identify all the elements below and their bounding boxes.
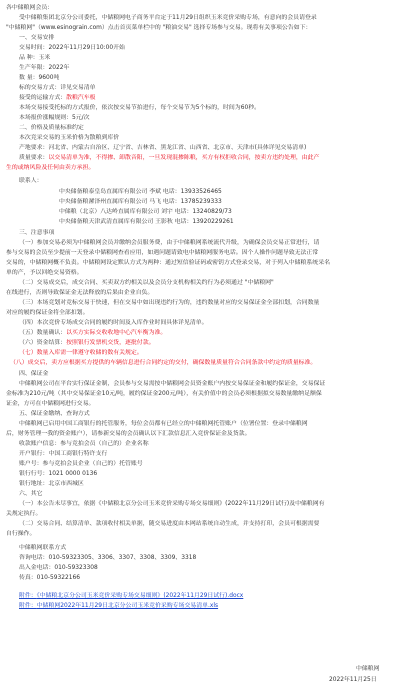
custody-text: 中储粮网已启用中国工商银行的托管服务，每位会员都有已经立的中储粮网托管账户（位署位置：登录中储粮网 bbox=[19, 421, 308, 427]
trade-transport bbox=[19, 94, 96, 104]
notice-8: （八）成交后，卖方应根据买方提供的车辆信息进行合同约定的交付，确保数量质量符合合同条款中约定的质量标准。 bbox=[10, 360, 317, 366]
contact-row: 中储粮（北京）八达岭直属库有限公司 刘宇 电话：13240829/73 bbox=[59, 209, 232, 215]
quality-label: 质量要求： bbox=[19, 155, 49, 161]
notice-6-red: 按照银行发票机交货，逐批付款。 bbox=[66, 340, 155, 346]
contact-phone: 13785239333 bbox=[180, 199, 222, 205]
notice-1: 单的产，予以回绝交易资格。 bbox=[6, 270, 83, 276]
attachment-rules-link[interactable]: 《中储粮北京分公司玉米竞价采购专场交易细则》(2022年11月29日试行).docx bbox=[36, 593, 244, 599]
trade-rhythm: 本场交易接受托标的方式报价，依次按交易节拍进行，每个交易节为5个标的，时间为60秒。 bbox=[19, 105, 260, 111]
attachment-2 bbox=[19, 602, 218, 612]
notice-4: （四）本次竞价专场成交合同的履约时间及入库作业时间具体详见清单。 bbox=[19, 320, 208, 326]
trade-increment: 本场报价涨幅规则：5元/次 bbox=[19, 115, 90, 121]
section6-heading: 六、其它 bbox=[19, 491, 43, 497]
contact-block-title: 中储粮网联系方式 bbox=[19, 545, 67, 551]
other-2: （二）交易合同、结算清单、款项收付相关单据，随交易进度由本网站系统自动生成，并支持打印，会员可根据需要 bbox=[19, 521, 320, 527]
contact-row: 中央储备粮天津武清直属库有限公司 王影秋 电话：13920229261 bbox=[59, 219, 234, 225]
trade-time: 交易时间：2022年11月29日10:00开始 bbox=[19, 45, 125, 51]
notice-3: （三）本场竞划对竞标交易于快速，但在交易中如出现违约行为的，违约数量对应的交易保证金全部扣划，合同数量 bbox=[19, 300, 320, 306]
custody-text: 后，财务管理一我的资金账户），请参新交易的会员确认以下汇款信息汇入竞价保证金及货款。 bbox=[6, 431, 251, 437]
notice-1: （一）参加交易必须为中储粮网会员并缴纳会员服务费，由于中储粮网系统流代升级，为确保会员交易正常进行，请 bbox=[19, 240, 320, 246]
trade-quantity: 数 量：9600吨 bbox=[19, 75, 60, 81]
intro-line-1: 受中储粮集团北京分公司委托，中储粮网电子商务平台定于11月29日组织玉米竞价采购专场，有意向的会员请登录 bbox=[19, 15, 317, 21]
bank-name: 开户银行：中国工商银行特许支行 bbox=[19, 451, 108, 457]
bank-address: 银行地址：北京市西城区 bbox=[19, 481, 84, 487]
consult-phone: 咨询电话：010-59323305、3306、3307、3308、3309、3318 bbox=[19, 555, 197, 561]
account-title: 收款账户信息：参与竞拍会员（自己的）企业名称 bbox=[19, 441, 149, 447]
notice-5: （五）数量确认：以买方实际交收收地中心汽车衡为准。 bbox=[19, 330, 167, 336]
transport-label: 接受的运输方式： bbox=[19, 95, 67, 101]
account-number: 账户号：参与竞拍会员企业（自己的）托管账号 bbox=[19, 461, 143, 467]
contact-phone: 13240829/73 bbox=[192, 209, 232, 215]
trade-variety: 品 种：玉米 bbox=[19, 55, 51, 61]
bank-code: 银行行号：1021 0000 0136 bbox=[19, 471, 98, 477]
transport-value: 散粮汽车板 bbox=[66, 95, 96, 101]
attachment-1 bbox=[19, 592, 243, 602]
notice-1: 参与交易的会员至少提前一天登录中储粮网查看应用，如遇问题请致电中储粮网服务电话。因个人操作问题导致无法正常 bbox=[6, 250, 319, 256]
signature-date: 2022年11月25日 bbox=[329, 677, 377, 683]
section3-heading: 三、注意事项 bbox=[19, 230, 55, 236]
section4-heading: 四、保证金 bbox=[19, 371, 49, 377]
deposit-text: 金标准为210元/吨（其中交易保证金10元/吨，履约保证金200元/吨），有关价值中的会员必须根据拟交易数量缴纳足额保 bbox=[6, 391, 322, 397]
section2-heading: 二、价格及质量标准约定 bbox=[19, 125, 84, 131]
other-1: 关规定执行。 bbox=[6, 511, 42, 517]
deposit-phone: 出入金电话：010-59323308 bbox=[19, 565, 98, 571]
notice-2: 在线进行，否则导致保证金无法释放的后果由企业自负。 bbox=[6, 290, 154, 296]
section1-heading: 一、交易安排 bbox=[19, 35, 55, 41]
deposit-text: 中储粮网公司在平台实行保证金制，会员参与交易需按中储粮网会员资金账户内按交易保证金和履约保证金，交易保证 bbox=[19, 381, 326, 387]
notice-7: （七）数量入库需一律遵守收储的数有关规定。 bbox=[19, 350, 143, 356]
attachment-list-link[interactable]: 中储粮网2022年11月29日北京分公司玉米竞价采购专场交易清单.xls bbox=[36, 603, 219, 609]
greeting: 各中储粮网会员： bbox=[6, 5, 54, 11]
fax: 传真：010-59322166 bbox=[19, 575, 81, 581]
contact-row: 中央储备粮泰皇岛直属库有限公司 李斌 电话：13933526465 bbox=[59, 189, 222, 195]
trade-year: 生产年限：2022年 bbox=[19, 65, 70, 71]
contact-phone: 13920229261 bbox=[192, 219, 234, 225]
contacts-label: 联系人： bbox=[19, 178, 43, 184]
contact-row: 中央储备粮漯泽州直属库有限公司 马飞 电话：13785239333 bbox=[59, 199, 222, 205]
quality-requirement bbox=[19, 154, 319, 164]
deposit-text: 证金，方可在中储粮网进行交易。 bbox=[6, 401, 95, 407]
price-basis: 本次竞采交易的玉米价格为散粮到库价 bbox=[19, 135, 120, 141]
quality-text-2: 生的或纳风险及任何由卖方承担。 bbox=[6, 165, 95, 171]
signature-org: 中储粮网 bbox=[356, 666, 380, 672]
notice-6: （六）资金结算：按照银行发票机交货，逐批付款。 bbox=[19, 340, 155, 346]
notice-2: （二）交易成交后，成交合同、买卖双方约相关以及会员分支机构相关约行为必须通过 "中储粮网" bbox=[19, 280, 274, 286]
notice-3: 对应的履约保证金将全部扣划。 bbox=[6, 310, 89, 316]
announcement-document bbox=[6, 4, 397, 688]
attachment-label: 附件： bbox=[19, 593, 37, 599]
contact-phone: 13933526465 bbox=[180, 189, 222, 195]
other-2: 自行操作。 bbox=[6, 531, 36, 537]
attachment-label: 附件： bbox=[19, 603, 37, 609]
origin-requirement: 产地要求：河北省、内蒙古自治区、辽宁省、吉林省、黑龙江省、山西省、北京市、天津市(具体详见交易清单) bbox=[19, 145, 307, 151]
trade-lot-method: 标的交易方式：详见交易清单 bbox=[19, 85, 96, 91]
section5-heading: 五、保证金缴纳、查询方式 bbox=[19, 411, 90, 417]
intro-line-2: "中储粮网"（www.esinograin.com）点击首页菜单栏中的 "粮油交易" 选择专场参与交易。现将有关事项公告如下： bbox=[6, 25, 312, 31]
notice-5-red: 以买方实际交收收地中心汽车衡为准。 bbox=[66, 330, 167, 336]
quality-text-1: 以交易清单为准，不得掺、卸散音阳，一旦发现混掺陈粮，买方有权拒收合同，按卖方违约处理，由此产 bbox=[48, 155, 320, 161]
notice-1: 交易的，中储粮网概不负责。中储粮网设定默认方式为两种：通过短信验证码或密钥方式登录交易，对于列入中储粮系统采名 bbox=[6, 260, 330, 266]
other-1: （一）本公告未尽事宜，依据《中储粮北京分公司玉米竞价采购专场交易细则》(2022年11月29日试行)及中储粮网有 bbox=[19, 501, 325, 507]
